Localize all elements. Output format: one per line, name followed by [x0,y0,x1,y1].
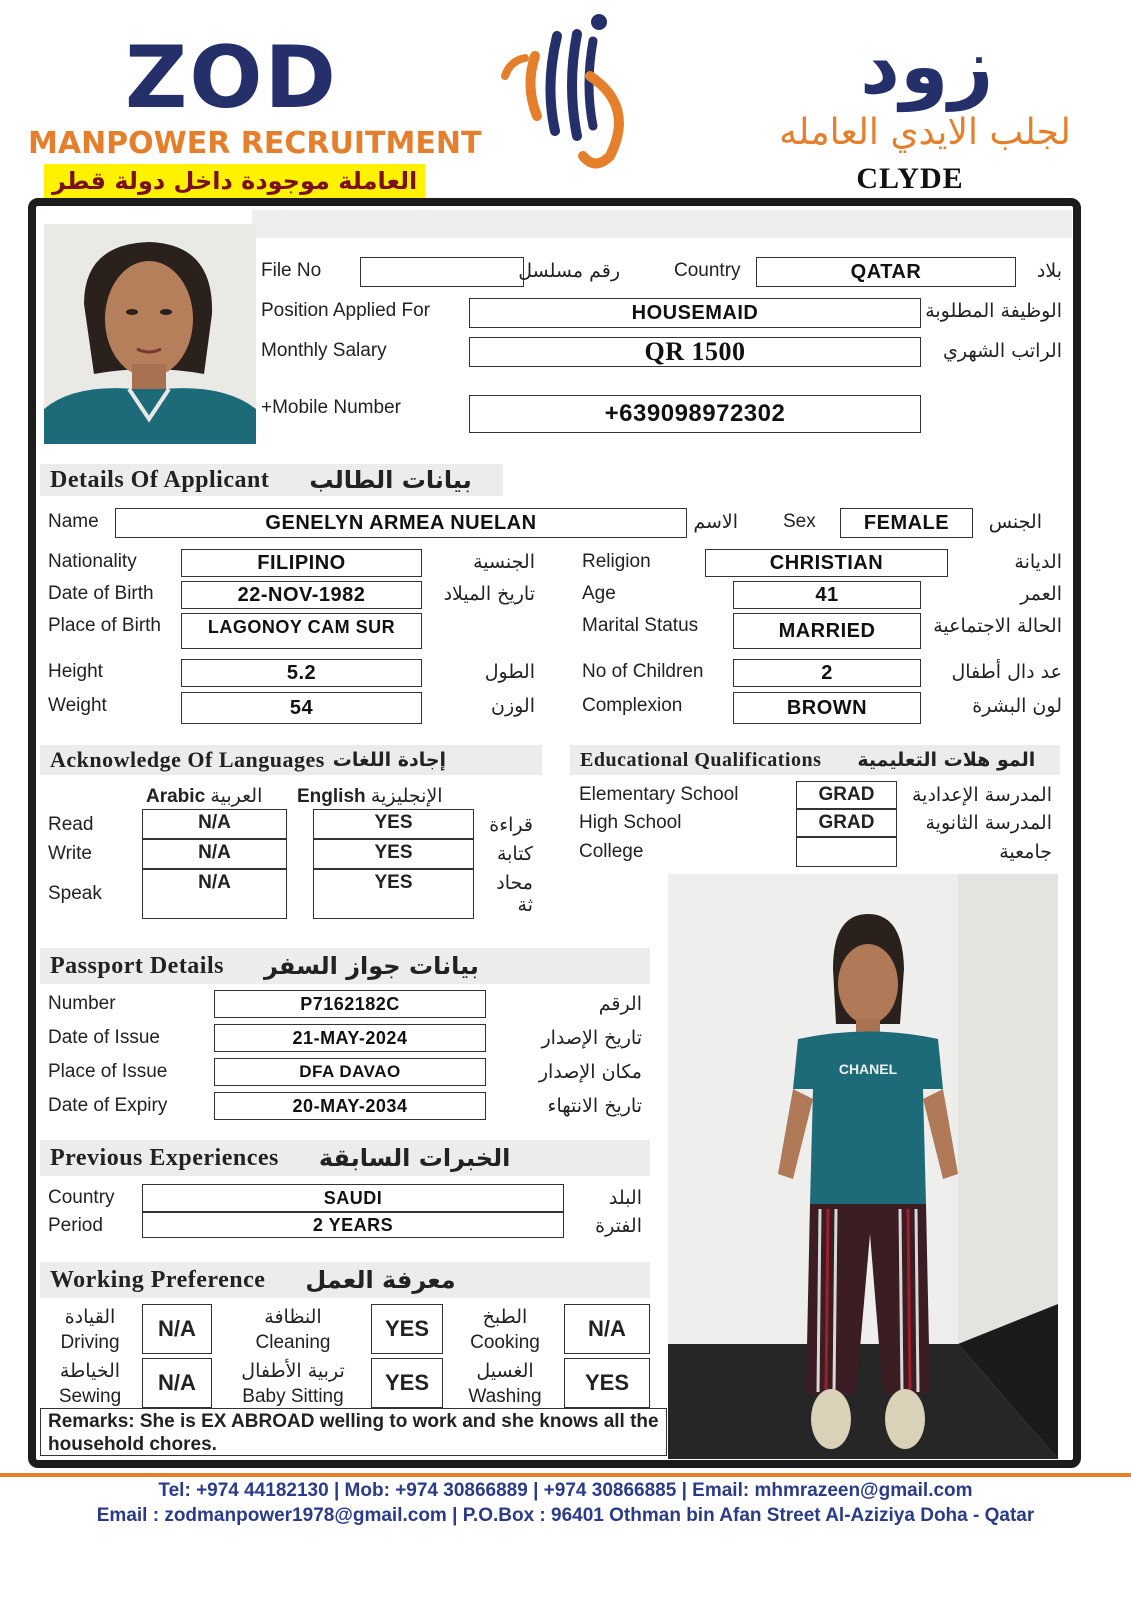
babysitting-label-arabic: تربية الأطفال [241,1360,345,1382]
marital-label: Marital Status [582,615,699,636]
languages-section-header [40,745,542,775]
children-label: No of Children [582,661,704,682]
applicant-section-title-arabic: بيانات الطالب [309,466,472,494]
speak-english-cell: YES [313,869,474,919]
complexion-field: BROWN [733,692,921,724]
children-label-arabic: عد دال أطفال [951,661,1062,683]
highschool-label: High School [579,812,682,833]
name-field: GENELYN ARMEA NUELAN [115,508,687,538]
education-section-title: Educational Qualifications [580,748,822,771]
elementary-label: Elementary School [579,784,739,805]
exp-country-label-arabic: البلد [608,1187,642,1209]
dob-label-arabic: تاريخ الميلاد [443,583,535,605]
cooking-label-arabic: الطبخ [482,1306,528,1328]
file-no-field [360,257,524,287]
cleaning-label-group [236,1304,350,1356]
age-label: Age [582,583,616,604]
exp-country-label: Country [48,1187,115,1208]
brand-logo-icon [495,6,635,176]
experience-section-header [40,1140,650,1176]
babysitting-label: Baby Sitting [242,1386,344,1407]
col-arabic-label-arabic: العربية [210,785,263,807]
languages-section-title-arabic: إجادة اللغات [332,749,447,771]
height-field: 5.2 [181,659,422,687]
sewing-label: Sewing [58,1386,122,1407]
exp-country-field: SAUDI [142,1184,564,1212]
remarks: Remarks: She is EX ABROAD welling to work and she knows all the household chores. [40,1408,667,1456]
experience-section-title: Previous Experiences [50,1144,279,1171]
cooking-cell: N/A [564,1304,650,1354]
position-field: HOUSEMAID [469,298,921,328]
cleaning-cell: YES [371,1304,443,1354]
age-field: 41 [733,581,921,609]
exp-period-label: Period [48,1215,103,1236]
col-english-label: English [297,786,366,807]
pob-field: LAGONOY CAM SUR [181,613,422,649]
experience-section-title-arabic: الخبرات السابقة [318,1144,511,1172]
college-cell [796,837,897,867]
nationality-field: FILIPINO [181,549,422,577]
write-label-arabic: كتابة [496,843,533,865]
country-field: QATAR [756,257,1016,287]
brand-logo-text-arabic: زود [860,22,994,112]
preference-section-header [40,1262,650,1298]
issue-place-field: DFA DAVAO [214,1058,486,1086]
driving-label: Driving [60,1332,120,1353]
name-label-arabic: الاسم [693,511,738,533]
expiry-label: Date of Expiry [48,1095,168,1116]
children-field: 2 [733,659,921,687]
marital-label-arabic: الحالة الاجتماعية [933,615,1062,637]
exp-period-label-arabic: الفترة [595,1215,642,1237]
height-label-arabic: الطول [484,661,535,683]
applicant-full-body-photo [668,874,1058,1459]
issue-date-label-arabic: تاريخ الإصدار [541,1027,642,1049]
speak-arabic-cell: N/A [142,869,287,919]
passport-number-label-arabic: الرقم [598,993,642,1015]
country-label-arabic: بلاد [1036,260,1062,282]
preference-section-title-arabic: معرفة العمل [305,1266,456,1294]
sex-field: FEMALE [840,508,973,538]
footer-contact-line2: Email : zodmanpower1978@gmail.com | P.O.Box : 96401 Othman bin Afan Street Al-Aziziya Doha - Qatar [96,1505,1035,1526]
elementary-label-arabic: المدرسة الإعدادية [912,784,1052,806]
sewing-label-group [48,1358,132,1410]
position-label-arabic: الوظيفة المطلوبة [925,300,1062,322]
issue-place-label: Place of Issue [48,1061,168,1082]
footer-divider [0,1473,1131,1477]
marital-field: MARRIED [733,613,921,649]
college-label-arabic: جامعية [999,841,1052,863]
sewing-label-arabic: الخياطة [59,1360,121,1382]
name-label: Name [48,511,99,532]
passport-section-header [40,948,650,984]
babysitting-label-group [230,1358,356,1410]
footer-contact-line1: Tel: +974 44182130 | Mob: +974 30866889 | +974 30866885 | Email: mhmrazeen@gmail.com [158,1480,973,1501]
preference-section-title: Working Preference [50,1266,266,1293]
highschool-cell: GRAD [796,809,897,837]
pob-label: Place of Birth [48,615,161,636]
cooking-label: Cooking [470,1332,540,1353]
applicant-portrait-photo [44,224,256,444]
passport-section-title: Passport Details [50,952,224,979]
write-english-cell: YES [313,839,474,869]
position-label: Position Applied For [261,300,430,321]
passport-section-title-arabic: بيانات جواز السفر [263,952,479,980]
top-band [252,210,1072,238]
col-english-label-arabic: الإنجليزية [370,785,443,807]
brand-tagline: MANPOWER RECRUITMENT [28,126,482,161]
file-no-label-arabic: رقم مسلسل [518,260,620,282]
mobile-field: +639098972302 [469,395,921,433]
nationality-label-arabic: الجنسية [473,551,535,573]
read-english-cell: YES [313,809,474,839]
mobile-label: +Mobile Number [261,397,401,418]
col-arabic-header [146,785,262,808]
col-english-header [297,785,443,808]
file-no-label: File No [261,260,322,281]
issue-place-label-arabic: مكان الإصدار [538,1061,642,1083]
passport-number-label: Number [48,993,116,1014]
sewing-cell: N/A [142,1358,212,1408]
washing-cell: YES [564,1358,650,1408]
washing-label: Washing [468,1386,542,1407]
shirt-print: CHANEL [838,1061,898,1077]
write-label: Write [48,843,92,864]
cleaning-label: Cleaning [255,1332,331,1353]
babysitting-cell: YES [371,1358,443,1408]
agent-name: CLYDE [856,162,964,195]
elementary-cell: GRAD [796,781,897,809]
complexion-label: Complexion [582,695,683,716]
weight-field: 54 [181,692,422,724]
issue-date-field: 21-MAY-2024 [214,1024,486,1052]
weight-label-arabic: الوزن [490,695,535,717]
complexion-label-arabic: لون البشرة [972,695,1062,717]
age-label-arabic: العمر [1020,583,1062,605]
dob-label: Date of Birth [48,583,154,604]
washing-label-group [460,1358,550,1410]
dob-field: 22-NOV-1982 [181,581,422,609]
passport-number-field: P7162182C [214,990,486,1018]
applicant-section-title: Details Of Applicant [50,466,270,493]
education-section-header [570,745,1060,775]
write-arabic-cell: N/A [142,839,287,869]
religion-label-arabic: الديانة [1014,551,1062,573]
sex-label: Sex [783,511,816,532]
salary-label-arabic: الراتب الشهري [943,340,1062,362]
washing-label-arabic: الغسيل [476,1360,534,1382]
country-label: Country [674,260,741,281]
religion-label: Religion [582,551,651,572]
applicant-section-header [40,464,503,496]
read-arabic-cell: N/A [142,809,287,839]
expiry-label-arabic: تاريخ الانتهاء [547,1095,642,1117]
driving-label-arabic: القيادة [64,1306,116,1328]
driving-cell: N/A [142,1304,212,1354]
college-label: College [579,841,644,862]
speak-label: Speak [48,883,102,904]
speak-label-arabic: محاد ثة [496,872,533,916]
brand-tagline-arabic: لجلب الايدي العامله [779,112,1071,153]
qatar-note: العاملة موجودة داخل دولة قطر [44,164,425,198]
nationality-label: Nationality [48,551,137,572]
expiry-field: 20-MAY-2034 [214,1092,486,1120]
read-label: Read [48,814,94,835]
highschool-label-arabic: المدرسة الثانوية [925,812,1052,834]
salary-label: Monthly Salary [261,340,387,361]
weight-label: Weight [48,695,107,716]
exp-period-field: 2 YEARS [142,1212,564,1238]
languages-section-title: Acknowledge Of Languages [50,747,325,772]
issue-date-label: Date of Issue [48,1027,160,1048]
sex-label-arabic: الجنس [988,511,1042,533]
cooking-label-group [460,1304,550,1356]
height-label: Height [48,661,103,682]
read-label-arabic: قراءة [489,814,533,836]
education-section-title-arabic: المو هلات التعليمية [857,749,1036,771]
salary-field: QR 1500 [469,337,921,367]
col-arabic-label: Arabic [146,786,206,807]
religion-field: CHRISTIAN [705,549,948,577]
brand-logo-text: ZOD [125,28,338,128]
cleaning-label-arabic: النظافة [264,1306,322,1328]
driving-label-group [48,1304,132,1356]
